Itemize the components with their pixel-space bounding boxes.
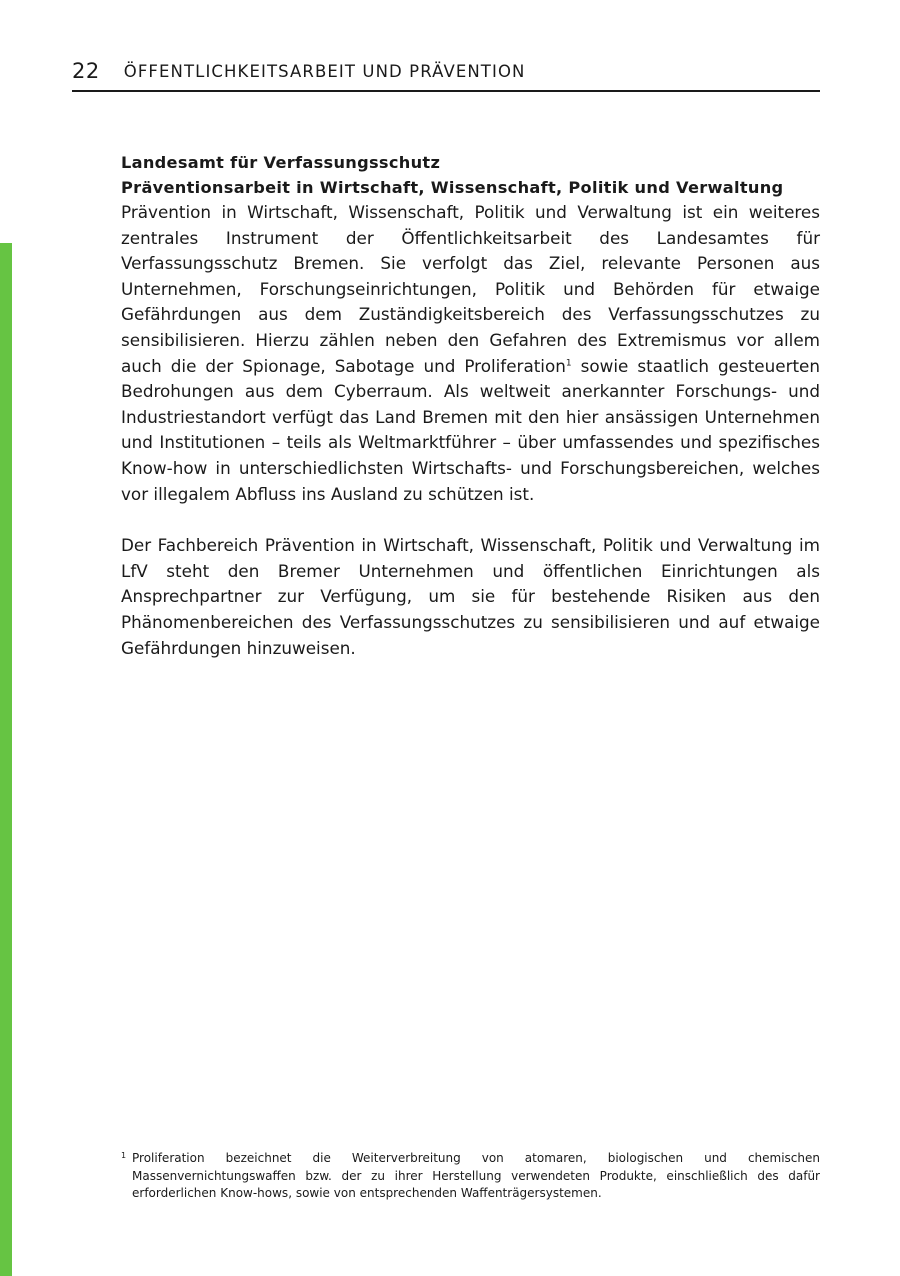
main-content <box>121 150 820 661</box>
section-heading-topic: Präventionsarbeit in Wirtschaft, Wissenschaft, Politik und Verwaltung <box>121 178 784 197</box>
footnote <box>121 1150 820 1203</box>
footnote-reference: 1 <box>565 357 572 368</box>
page-number: 22 <box>72 59 100 83</box>
paragraph-1-text-start: Prävention in Wirtschaft, Wissenschaft, Politik und Verwaltung ist ein weiteres zentrales Instrument der Öffentlichkeitsarbeit des Landesamtes für Verfassungsschutz Bremen. Sie verfolgt das Ziel, relevante Personen aus Unternehmen, Forschungseinrichtungen, Politik und Behörden für etwaige Gefährdungen aus dem Zuständigkeitsbereich des Verfassungsschutzes zu sensibilisieren. Hierzu zählen neben den Gefahren des Extremismus vor allem auch die der Spionage, Sabotage und Proliferation <box>121 202 820 376</box>
accent-bar <box>0 243 12 1276</box>
paragraph-1-text-end: sowie staatlich gesteuerten Bedrohungen aus dem Cyberraum. Als weltweit anerkannter Forschungs- und Industriestandort verfügt das Land Bremen mit den hier ansässigen Unternehmen und Institutionen – teils als Weltmarktführer – über umfassendes und spezifisches Know-how in unterschiedlichsten Wirtschafts- und Forschungsbereichen, welches vor illegalem Abfluss ins Ausland zu schützen ist. <box>121 355 821 504</box>
body-paragraph-1 <box>121 200 820 507</box>
section-heading-organization: Landesamt für Verfassungsschutz <box>121 153 441 172</box>
running-head <box>72 58 820 92</box>
footnote-text: Proliferation bezeichnet die Weiterverbreitung von atomaren, biologischen und chemischen Massenvernichtungswaffen bzw. der zu ihrer Herstellung verwendeten Produkte, einschließlich des dafür erforderlichen Know-hows, sowie von entsprechenden Waffenträgersystemen. <box>132 1151 820 1200</box>
footnote-marker: 1 <box>121 1151 127 1160</box>
body-paragraph-2: Der Fachbereich Prävention in Wirtschaft, Wissenschaft, Politik und Verwaltung im LfV steht den Bremer Unternehmen und öffentlichen Einrichtungen als Ansprechpartner zur Verfügung, um sie für bestehende Risiken aus den Phänomenbereichen des Verfassungsschutzes zu sensibilisieren und auf etwaige Gefährdungen hinzuweisen. <box>121 535 820 658</box>
chapter-title: ÖFFENTLICHKEITSARBEIT UND PRÄVENTION <box>123 62 526 81</box>
